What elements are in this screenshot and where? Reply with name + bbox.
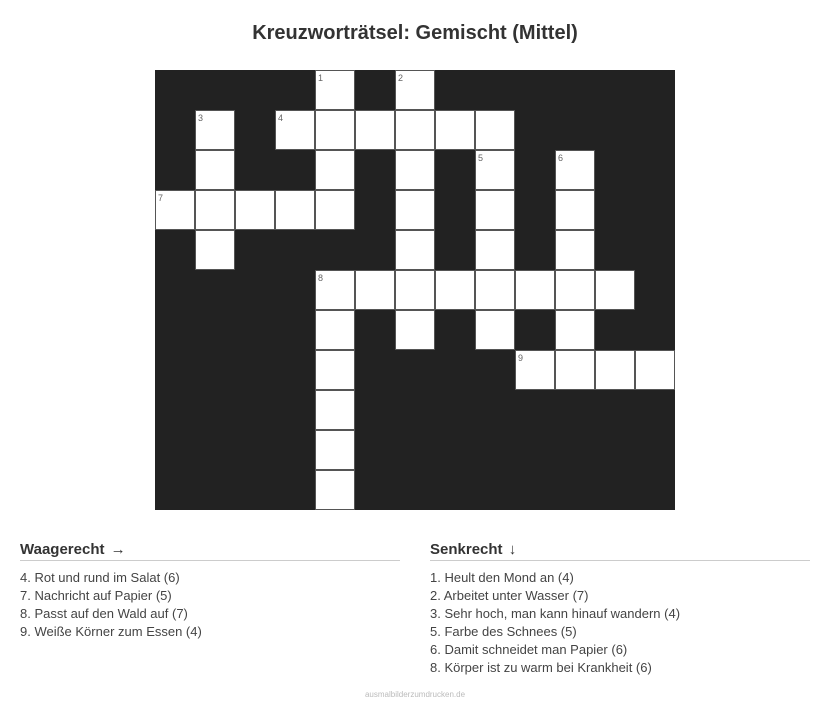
grid-cell[interactable]	[275, 190, 315, 230]
down-heading-label: Senkrecht	[430, 541, 503, 558]
arrow-right-icon: →	[110, 541, 126, 558]
across-clue-list	[20, 569, 400, 641]
grid-cell[interactable]	[435, 270, 475, 310]
grid-cell[interactable]	[395, 310, 435, 350]
crossword-grid	[155, 70, 675, 510]
grid-cell[interactable]	[315, 190, 355, 230]
down-heading	[430, 540, 810, 561]
grid-cell[interactable]	[395, 150, 435, 190]
grid-cell[interactable]	[355, 270, 395, 310]
clue-item: 8. Passt auf den Wald auf (7)	[20, 606, 188, 621]
grid-cell[interactable]	[315, 350, 355, 390]
grid-cell[interactable]	[315, 270, 355, 310]
cell-number: 8	[318, 273, 324, 283]
across-heading	[20, 540, 400, 561]
footer-watermark: ausmalbilderzumdrucken.de	[364, 690, 466, 699]
grid-cell[interactable]	[195, 150, 235, 190]
cell-number: 1	[318, 73, 324, 83]
clue-item: 1. Heult den Mond an (4)	[430, 570, 574, 585]
grid-cell[interactable]	[395, 270, 435, 310]
clue-item: 4. Rot und rund im Salat (6)	[20, 570, 180, 585]
grid-cell[interactable]	[315, 150, 355, 190]
grid-cell[interactable]	[555, 230, 595, 270]
arrow-down-icon: ↓	[508, 541, 517, 558]
clue-item: 3. Sehr hoch, man kann hinauf wandern (4)	[430, 606, 681, 621]
grid-cell[interactable]	[315, 310, 355, 350]
grid-cell[interactable]	[355, 110, 395, 150]
grid-cell[interactable]	[195, 110, 235, 150]
grid-cell[interactable]	[395, 230, 435, 270]
grid-cell[interactable]	[315, 70, 355, 110]
down-clue-list	[430, 569, 810, 677]
clue-item: 5. Farbe des Schnees (5)	[430, 624, 577, 639]
grid-cell[interactable]	[435, 110, 475, 150]
grid-cell[interactable]	[555, 310, 595, 350]
grid-cell[interactable]	[595, 270, 635, 310]
down-clues	[430, 540, 810, 677]
grid-cell[interactable]	[195, 190, 235, 230]
across-clues	[20, 540, 400, 641]
clue-item: 6. Damit schneidet man Papier (6)	[430, 642, 628, 657]
grid-cell[interactable]	[395, 110, 435, 150]
grid-cell[interactable]	[475, 310, 515, 350]
clue-item: 7. Nachricht auf Papier (5)	[20, 588, 172, 603]
grid-cell[interactable]	[395, 70, 435, 110]
grid-cell[interactable]	[475, 150, 515, 190]
grid-cell[interactable]	[555, 150, 595, 190]
grid-cell[interactable]	[555, 270, 595, 310]
cell-number: 9	[518, 353, 524, 363]
grid-cell[interactable]	[515, 270, 555, 310]
grid-cell[interactable]	[515, 350, 555, 390]
grid-cell[interactable]	[555, 350, 595, 390]
clue-item: 2. Arbeitet unter Wasser (7)	[430, 588, 589, 603]
grid-cell[interactable]	[475, 270, 515, 310]
grid-cell[interactable]	[475, 190, 515, 230]
grid-cell[interactable]	[475, 230, 515, 270]
cell-number: 6	[558, 153, 564, 163]
grid-cell[interactable]	[275, 110, 315, 150]
grid-cell[interactable]	[635, 350, 675, 390]
grid-cell[interactable]	[315, 470, 355, 510]
cell-number: 2	[398, 73, 404, 83]
page-title: Kreuzworträtsel: Gemischt (Mittel)	[252, 22, 578, 44]
grid-cell[interactable]	[315, 430, 355, 470]
cell-number: 5	[478, 153, 484, 163]
cell-number: 7	[158, 193, 164, 203]
grid-cell[interactable]	[595, 350, 635, 390]
grid-cell[interactable]	[475, 110, 515, 150]
grid-cell[interactable]	[555, 190, 595, 230]
across-heading-label: Waagerecht	[20, 541, 105, 558]
cell-number: 3	[198, 113, 204, 123]
grid-cell[interactable]	[395, 190, 435, 230]
grid-cell[interactable]	[315, 390, 355, 430]
grid-cell[interactable]	[315, 110, 355, 150]
grid-cell[interactable]	[235, 190, 275, 230]
grid-cell[interactable]	[195, 230, 235, 270]
clue-item: 9. Weiße Körner zum Essen (4)	[20, 624, 202, 639]
grid-cell[interactable]	[155, 190, 195, 230]
cell-number: 4	[278, 113, 284, 123]
clue-item: 8. Körper ist zu warm bei Krankheit (6)	[430, 660, 652, 675]
